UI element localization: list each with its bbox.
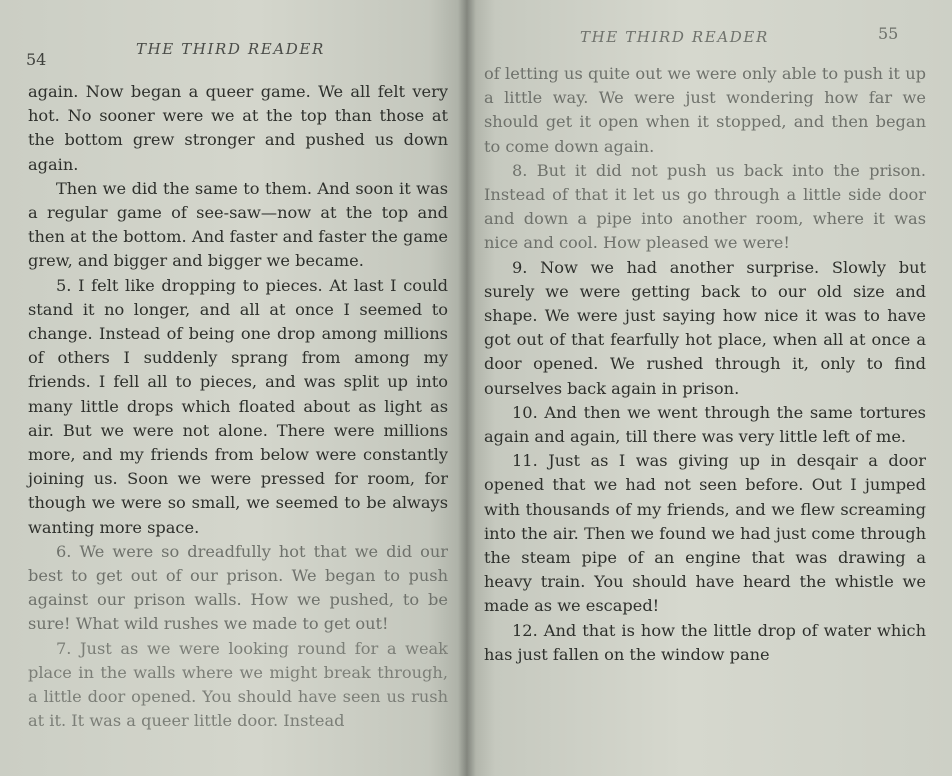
right-page-body [484, 62, 926, 667]
paragraph: again. Now began a queer game. We all felt very hot. No sooner were we at the top than those at the bottom grew stronger and pushed us down again. [28, 82, 448, 174]
paragraph: 9. Now we had another surprise. Slowly but surely we were getting back to our old size and shape. We were just saying how nice it was to have got out of that fearfully hot place, when all at once a door opened. We rushed through it, only to find ourselves back again in prison. [484, 257, 926, 398]
right-page [466, 0, 952, 776]
right-running-head: THE THIRD READER [580, 28, 769, 46]
paragraph: 10. And then we went through the same tortures again and again, till there was very little left of me. [484, 402, 926, 447]
paragraph: 5. I felt like dropping to pieces. At last I could stand it no longer, and all at once I seemed to change. Instead of being one drop among millions of others I suddenly sprang from among my friends. I fell all to pieces, and was split up into many little drops which floated about as light as air. But we were not alone. There were millions more, and my friends from below were constantly joining us. Soon we were pressed for room, for though we were so small, we seemed to be always wanting more space. [28, 275, 448, 537]
paragraph: 7. Just as we were looking round for a weak place in the walls where we might break through, a little door opened. You should have seen us rush at it. It was a queer little door. Instead [28, 638, 448, 731]
left-page-header [0, 0, 466, 80]
paragraph: 12. And that is how the little drop of water which has just fallen on the window pane [484, 620, 926, 664]
paragraph: Then we did the same to them. And soon it was a regular game of see-saw—now at the top and then at the bottom. And faster and faster the game grew, and bigger and bigger we became. [28, 178, 448, 271]
right-page-number: 55 [878, 24, 899, 43]
left-page [0, 0, 466, 776]
left-page-number: 54 [26, 50, 47, 69]
paragraph: 11. Just as I was giving up in desqair a door opened that we had not seen before. Out I jumped with thousands of my friends, and we flew screaming into the air. Then we found we had just come through the steam pipe of an engine that was drawing a heavy train. You should have heard the whistle we made as we escaped! [484, 451, 926, 616]
left-page-body [28, 80, 448, 733]
paragraph: 8. But it did not push us back into the prison. Instead of that it let us go through a little side door and down a pipe into another room, where it was nice and cool. How pleased we were! [484, 160, 926, 253]
paragraph: of letting us quite out we were only able to push it up a little way. We were just wondering how far we should get it open when it stopped, and then began to come down again. [484, 64, 926, 156]
left-running-head: THE THIRD READER [136, 40, 325, 58]
paragraph: 6. We were so dreadfully hot that we did our best to get out of our prison. We began to push against our prison walls. How we pushed, to be sure! What wild rushes we made to get out! [28, 541, 448, 634]
